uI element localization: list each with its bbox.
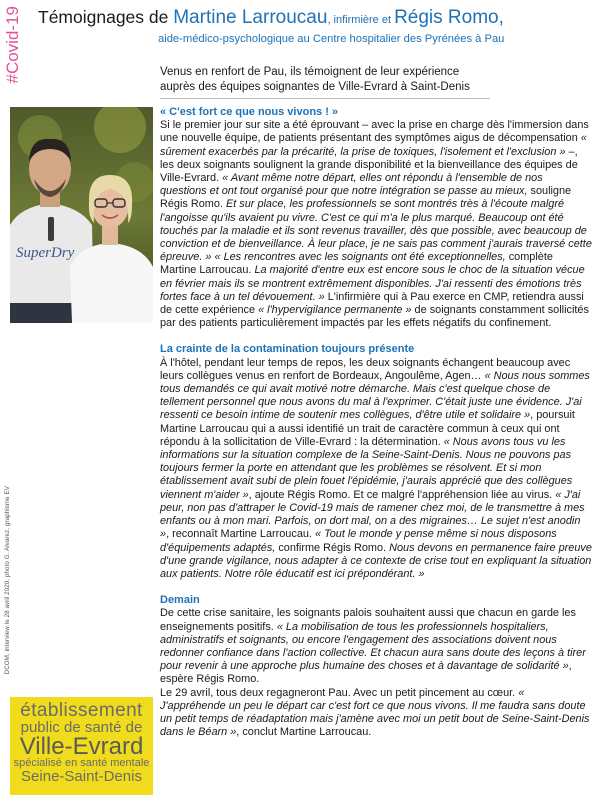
text-run: , conclut Martine Larroucau. (236, 726, 372, 739)
text-run: Nous devons en permanence faire preuve d'une grande vigilance, nous adapter à ce contexte de crise tout en expliquant la situation aux patients. Notre rôle éducatif est ici prépondérant. » (160, 541, 592, 580)
lede-divider (160, 98, 490, 99)
section-body-1 (160, 119, 592, 330)
text-run: « sûrement exacerbés par la précarité, la prise de toxiques, l'isolement et l'exclusion » (160, 132, 587, 158)
section-heading-1: « C'est fort ce que nous vivons ! » (160, 106, 339, 118)
section-heading-3: Demain (160, 594, 200, 607)
portrait-photo (10, 107, 153, 323)
text-run: , ajoute Régis Romo. Et ce malgré l'appréhension liée au virus. (248, 488, 556, 501)
page-header (38, 6, 598, 47)
text-run: –, les deux soignants soulignent la grande disponibilité et la bienveillance des équipes de Ville-Evrard. (160, 145, 578, 185)
section-heading-2: La crainte de la contamination toujours présente (160, 343, 415, 356)
logo-line-1: établissement (20, 700, 143, 721)
section-body-3 (160, 607, 592, 739)
text-run: « Nous avons tous vu les informations sur la situation complexe de la Seine-Saint-Denis. Nous ne pouvons pas toujours fermer la porte en attendant que les problèmes se résolvent. Et si mon établissement avait subi de plein fouet l'épidémie, j'aurais apprécié que des collègues viennent m'aider » (160, 435, 573, 501)
logo-line-5: Seine-Saint-Denis (21, 768, 142, 785)
text-run: « Nous nous sommes tous demandés ce qui avait motivé notre démarche. Mais c'est quelque chose de tellement personnel que nous avons du mal à l'exprimer. C'était juste une évidence. J'ai ressenti ce besoin intime de soutenir mes collègues, d'être utile et solidaire » (160, 369, 590, 422)
text-run: De cette crise sanitaire, les soignants palois souhaitent aussi que chacun en garde les enseignements positifs. (160, 607, 576, 633)
section-body-2 (160, 357, 592, 581)
text-run: Et sur place, les professionnels se sont montrés très à l'écoute malgré l'angoisse qu'ils avaient pu vivre. C'est ce qui m'a le plus marqué. Beaucoup ont été touchés par la maladie et ils sont revenus travailler, dès que possible, avec beaucoup de conviction et de bienveillance. À leur place, je ne sais pas comment j'aurais traversé cette épreuve. » « Les rencontres avec les soignants ont été exceptionnelles, (160, 198, 592, 264)
text-run: Si le premier jour sur site a été éprouvant – avec la prise en charge dès l'immersion dans une nouvelle équipe, de patients présentant des symptômes aigus de décompensation (160, 119, 589, 145)
credit-text: DCOM, interview le 28 avril 2020, photo G. Alvarez, graphisme EV (3, 485, 11, 675)
logo-line-4: spécialisé en santé mentale (13, 757, 150, 769)
text-run: , espère Régis Romo. (160, 660, 572, 686)
text-run: , poursuit Martine Larroucau qui a aussi identifié un trait de caractère commun à ceux qui ont répondu à la sollicitation de Ville-Evrard : la détermination. (160, 409, 575, 448)
text-run: de soignants constamment sollicités par des patients particulièrement impactés par les effets négatifs du confinement. (160, 304, 589, 330)
portrait-illustration (10, 107, 153, 323)
covid-tag-text: #Covid-19 (3, 6, 22, 84)
text-run: « La mobilisation de tous les professionnels hospitaliers, administratifs et soignants, ou encore l'engagement des associations doivent nous redonner confiance dans l'action collective. Et chacun aura sans doute des leçons à tirer pour revenir à une approche plus humaine des choses et à davantage de solidarité » (160, 620, 586, 673)
text-run: L'infirmière qui à Pau exerce en CMP, retiendra aussi de cette expérience (160, 290, 584, 317)
ville-evrard-logo (10, 697, 153, 795)
lede-text: Venus en renfort de Pau, ils témoignent de leur expérience auprès des équipes soignantes de Ville-Evrard à Saint-Denis (160, 66, 470, 93)
text-run: « J'appréhende un peu le départ car c'est fort ce que nous vivons. Il me faudra sans doute un petit temps de réadaptation mais j'amène avec moi un petit bout de Seine-Saint-Denis dans le Béarn » (160, 686, 590, 739)
title-prefix: Témoignages de (38, 7, 174, 27)
text-run: , reconnaît Martine Larroucau. (166, 528, 315, 541)
article-body (160, 106, 592, 739)
text-run: confirme Régis Romo. (275, 541, 390, 554)
shirt-print: SuperDry (16, 245, 75, 261)
text-run: complète Martine Larroucau. (160, 251, 553, 277)
text-run: « l'hypervigilance permanente » (258, 304, 412, 317)
text-run: « Tout le monde y pense même si nous disposons d'équipements adaptés, (160, 528, 557, 554)
text-run: « Avant même notre départ, elles ont répondu à l'ensemble de nos questions et ont tout organisé pour que notre intégration se passe au mieux, (160, 172, 543, 198)
logo-line-3: Ville-Evrard (19, 733, 144, 760)
text-run: souligne Régis Romo. (160, 185, 572, 211)
logo-line-2: public de santé de (20, 719, 143, 736)
text-run: « J'ai peur, non pas d'attraper le Covid-19 mais de ramener chez moi, de le transmettre à mes enfants ou à mon mari. Parfois, on dort mal, on a des migraines… Le sujet n'est anodin » (160, 488, 585, 541)
role-infirmiere: , infirmière et (327, 14, 395, 26)
text-run: La majorité d'entre eux est encore sous le choc de la situation vécue en février mais ils se montrent extrêmement disponibles. J'ai ressenti des émotions très fortes face à un tel dévouement. » (160, 264, 585, 303)
text-run: À l'hôtel, pendant leur temps de repos, les deux soignants échangent beaucoup avec leurs collègues venus en renfort de Bordeaux, Angoulême, Agen… (160, 356, 571, 382)
text-run: Le 29 avril, tous deux regagneront Pau. Avec un petit pincement au cœur. (160, 686, 519, 699)
covid-side-tag (2, 6, 24, 116)
header-subtitle: aide-médico-psychologique au Centre hospitalier des Pyrénées à Pau (158, 33, 505, 45)
name-regis: Régis Romo, (394, 7, 504, 28)
name-martine: Martine Larroucau (173, 7, 328, 28)
header-title (38, 6, 598, 31)
photo-credit (1, 470, 13, 690)
